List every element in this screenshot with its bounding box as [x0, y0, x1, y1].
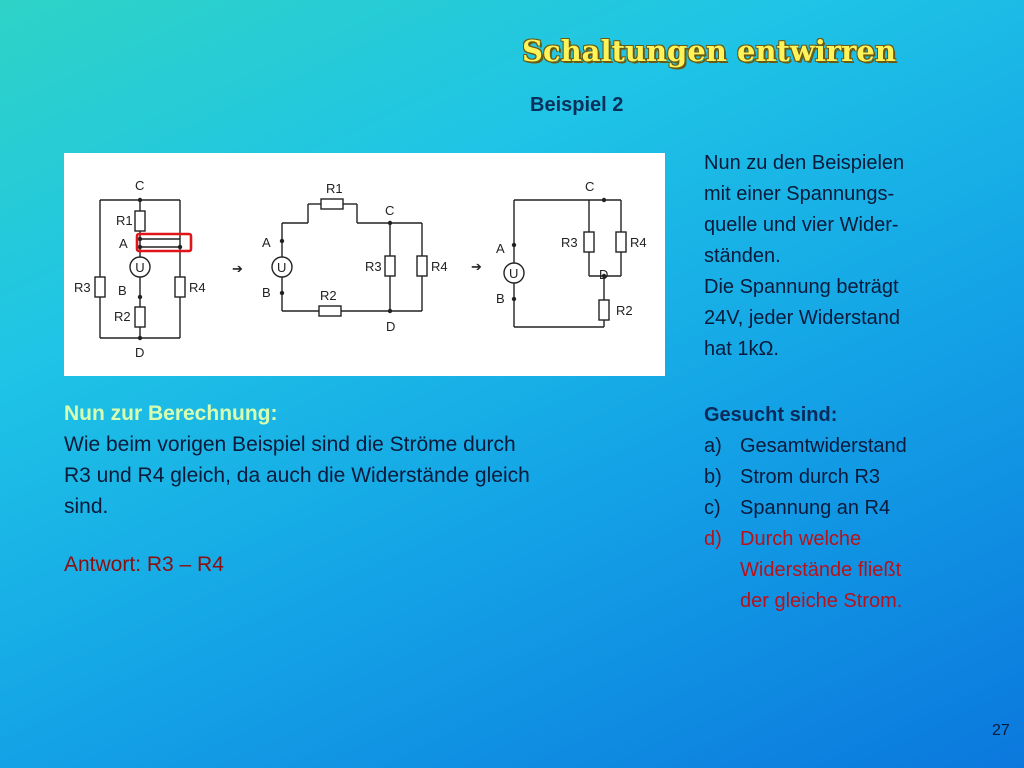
label-r2-d1: R2 — [114, 309, 131, 324]
label-r3-d3: R3 — [561, 235, 578, 250]
sought-item-text: Gesamtwiderstand — [740, 435, 907, 457]
label-d-d2: D — [386, 319, 396, 334]
intro-line: Die Spannung beträgt — [704, 276, 899, 298]
label-r2-d2: R2 — [320, 288, 337, 303]
calculation-line: sind. — [64, 495, 109, 518]
resistor-r4-d1 — [175, 277, 185, 297]
sought-section — [704, 400, 1004, 617]
label-b-d2: B — [262, 285, 271, 300]
label-r4-d3: R4 — [630, 235, 647, 250]
page-number: 27 — [992, 722, 1010, 739]
circuit-diagrams — [64, 153, 665, 376]
resistor-r2-d3 — [599, 300, 609, 320]
label-u-d1: U — [135, 260, 145, 275]
label-r3-d1: R3 — [74, 280, 91, 295]
sought-heading: Gesucht sind: — [704, 404, 838, 426]
sought-item — [704, 462, 1004, 493]
sought-item-label: a) — [704, 435, 722, 457]
resistor-r4-d2 — [417, 256, 427, 276]
slide-subtitle: Beispiel 2 — [530, 94, 624, 116]
label-r2-d3: R2 — [616, 303, 633, 318]
circuit-diagram-panel — [64, 153, 665, 376]
slide-title: Schaltungen entwirren — [522, 34, 896, 68]
sought-item — [704, 524, 1004, 617]
sought-item-text: Spannung an R4 — [740, 497, 891, 519]
resistor-r4-d3 — [616, 232, 626, 252]
intro-line: quelle und vier Wider- — [704, 214, 899, 236]
label-c-d2: C — [385, 203, 395, 218]
calculation-line: Wie beim vorigen Beispiel sind die Ströme durch — [64, 433, 516, 456]
label-a-d1: A — [119, 236, 128, 251]
highlight-box — [137, 234, 191, 251]
label-r4-d1: R4 — [189, 280, 206, 295]
sought-item-line: Widerstände fließt — [740, 559, 902, 581]
sought-item-label: c) — [704, 497, 721, 519]
label-r1-d2: R1 — [326, 181, 343, 196]
calculation-heading: Nun zur Berechnung: — [64, 402, 278, 425]
label-r4-d2: R4 — [431, 259, 448, 274]
resistor-r1-d2 — [321, 199, 343, 209]
intro-line: 24V, jeder Widerstand — [704, 307, 901, 329]
label-b-d1: B — [118, 283, 127, 298]
sought-item-line: Durch welche — [740, 528, 862, 550]
label-r3-d2: R3 — [365, 259, 382, 274]
label-b-d3: B — [496, 291, 505, 306]
resistor-r3-d3 — [584, 232, 594, 252]
intro-line: ständen. — [704, 245, 781, 267]
label-d-d3: D — [599, 267, 609, 282]
sought-item-text — [740, 524, 902, 617]
label-a-d3: A — [496, 241, 505, 256]
arrow-1: ➔ — [232, 261, 243, 276]
label-u-d2: U — [277, 260, 287, 275]
resistor-r2-d2 — [319, 306, 341, 316]
label-c-d3: C — [585, 179, 595, 194]
answer-text: Antwort: R3 – R4 — [64, 553, 224, 576]
arrow-2: ➔ — [471, 259, 482, 274]
label-a-d2: A — [262, 235, 271, 250]
intro-line: mit einer Spannungs- — [704, 183, 895, 205]
sought-item-line: der gleiche Strom. — [740, 590, 903, 612]
label-c-d1: C — [135, 178, 145, 193]
resistor-r1-d1 — [135, 211, 145, 231]
intro-line: Nun zu den Beispielen — [704, 152, 905, 174]
intro-line: hat 1kΩ. — [704, 338, 779, 360]
intro-text — [704, 148, 974, 365]
resistor-r3-d1 — [95, 277, 105, 297]
calculation-section — [64, 398, 664, 522]
resistor-r2-d1 — [135, 307, 145, 327]
label-u-d3: U — [509, 266, 519, 281]
label-d-d1: D — [135, 345, 145, 360]
resistor-r3-d2 — [385, 256, 395, 276]
label-r1-d1: R1 — [116, 213, 133, 228]
sought-item-label: d) — [704, 528, 722, 550]
sought-item-label: b) — [704, 466, 722, 488]
sought-item-text: Strom durch R3 — [740, 466, 881, 488]
calculation-line: R3 und R4 gleich, da auch die Widerstände gleich — [64, 464, 530, 487]
sought-item — [704, 431, 1004, 462]
sought-item — [704, 493, 1004, 524]
